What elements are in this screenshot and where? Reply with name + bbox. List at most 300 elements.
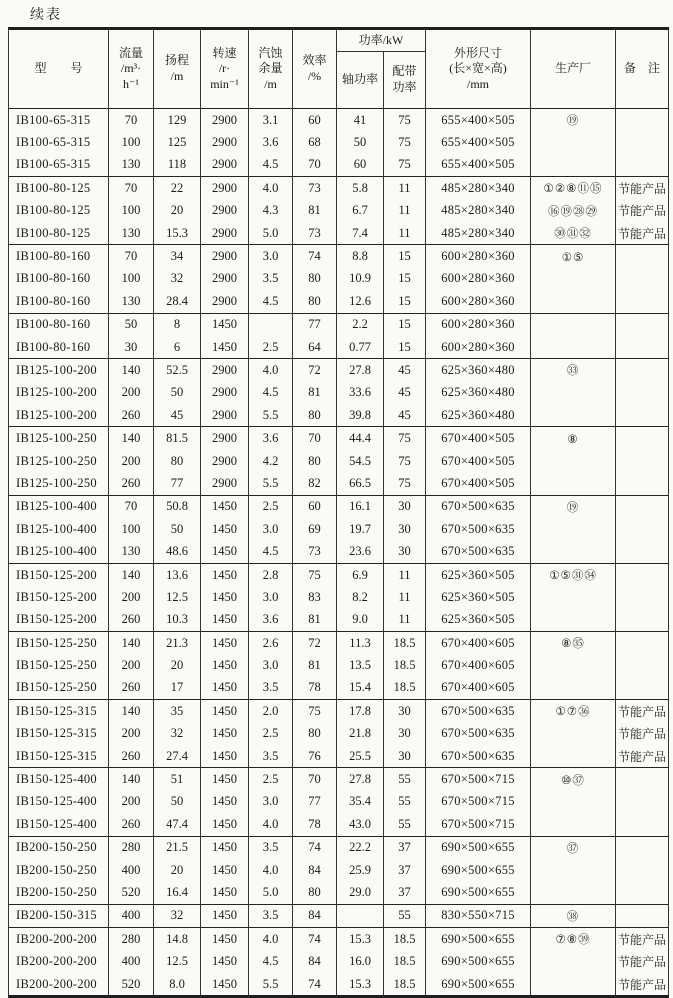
cell-eff: 74 [293, 836, 337, 859]
cell-model: IB200-150-315 [9, 904, 109, 927]
cell-eff: 70 [293, 768, 337, 791]
cell-mfr: ㉚㉛㉜ [531, 222, 616, 245]
cell-head: 47.4 [154, 813, 201, 836]
cell-npsh: 5.5 [249, 973, 293, 997]
col-header-flow-line: 流量 [118, 45, 143, 60]
cell-dims: 690×500×655 [426, 859, 531, 881]
cell-dims: 485×280×340 [426, 222, 531, 245]
cell-flow: 200 [109, 791, 154, 813]
cell-flow: 260 [109, 609, 154, 632]
cell-head: 32 [154, 723, 201, 745]
cell-head: 14.8 [154, 928, 201, 951]
cell-note [616, 654, 669, 676]
cell-npsh [249, 313, 293, 336]
cell-npsh: 3.6 [249, 609, 293, 632]
cell-dims: 690×500×655 [426, 950, 531, 972]
model-group [9, 631, 669, 699]
table-row [9, 131, 669, 153]
cell-model: IB100-80-160 [9, 313, 109, 336]
cell-flow: 260 [109, 813, 154, 836]
cell-speed: 1450 [201, 928, 249, 951]
cell-dims: 670×400×605 [426, 677, 531, 700]
cell-eff: 77 [293, 313, 337, 336]
cell-eff: 64 [293, 336, 337, 359]
cell-eff: 83 [293, 586, 337, 608]
cell-mfr: ⑧㉟ [531, 631, 616, 654]
model-group [9, 427, 669, 495]
cell-model: IB150-125-200 [9, 563, 109, 586]
cell-eff: 80 [293, 881, 337, 904]
col-header-flow [109, 29, 154, 109]
cell-flow: 100 [109, 131, 154, 153]
cell-eff: 80 [293, 404, 337, 427]
cell-motor: 55 [384, 904, 426, 927]
cell-shaft: 13.5 [337, 654, 384, 676]
cell-dims: 600×280×360 [426, 268, 531, 290]
col-header-speed [201, 29, 249, 109]
cell-motor: 30 [384, 700, 426, 723]
cell-speed: 2900 [201, 382, 249, 404]
cell-shaft: 17.8 [337, 700, 384, 723]
col-header-head-line: 扬程 [164, 53, 189, 68]
col-header-npsh-unit: /m [264, 76, 277, 91]
cell-mfr [531, 154, 616, 177]
cell-npsh: 5.5 [249, 404, 293, 427]
cell-eff: 69 [293, 518, 337, 540]
cell-model: IB100-80-125 [9, 222, 109, 245]
col-header-efficiency [293, 29, 337, 109]
cell-speed: 1450 [201, 518, 249, 540]
cell-eff: 80 [293, 450, 337, 472]
cell-shaft: 35.4 [337, 791, 384, 813]
cell-head: 50.8 [154, 495, 201, 518]
cell-motor: 75 [384, 131, 426, 153]
cell-speed: 1450 [201, 836, 249, 859]
cell-speed: 1450 [201, 677, 249, 700]
cell-note [616, 109, 669, 132]
cell-speed: 1450 [201, 881, 249, 904]
cell-eff: 74 [293, 928, 337, 951]
cell-model: IB150-125-250 [9, 677, 109, 700]
cell-mfr [531, 723, 616, 745]
table-row [9, 177, 669, 200]
cell-shaft: 5.8 [337, 177, 384, 200]
cell-eff: 82 [293, 472, 337, 495]
cell-motor: 15 [384, 313, 426, 336]
cell-eff: 72 [293, 359, 337, 382]
cell-speed: 1450 [201, 813, 249, 836]
col-header-shaft-power: 轴功率 [337, 52, 384, 109]
cell-head: 77 [154, 472, 201, 495]
cell-mfr [531, 950, 616, 972]
cell-speed: 2900 [201, 404, 249, 427]
cell-flow: 520 [109, 973, 154, 997]
col-header-motor-power-line: 配带 [392, 64, 417, 79]
table-row [9, 495, 669, 518]
cell-dims: 670×500×635 [426, 495, 531, 518]
cell-dims: 625×360×480 [426, 404, 531, 427]
cell-flow: 140 [109, 768, 154, 791]
table-row [9, 586, 669, 608]
cell-shaft: 16.1 [337, 495, 384, 518]
cell-dims: 625×360×505 [426, 609, 531, 632]
cell-motor: 30 [384, 518, 426, 540]
cell-speed: 2900 [201, 222, 249, 245]
cell-model: IB200-200-200 [9, 928, 109, 951]
cell-mfr [531, 313, 616, 336]
cell-eff: 80 [293, 268, 337, 290]
cell-motor: 75 [384, 427, 426, 450]
cell-motor: 30 [384, 723, 426, 745]
cell-model: IB100-80-160 [9, 290, 109, 313]
cell-mfr [531, 131, 616, 153]
model-group [9, 563, 669, 631]
table-row [9, 222, 669, 245]
cell-mfr: ①⑦㊱ [531, 700, 616, 723]
col-header-speed-line: 转速 [212, 45, 237, 60]
cell-npsh: 3.0 [249, 518, 293, 540]
cell-flow: 400 [109, 859, 154, 881]
cell-mfr: ①⑤㉛㉞ [531, 563, 616, 586]
cell-eff: 81 [293, 382, 337, 404]
cell-npsh: 4.3 [249, 200, 293, 222]
cell-speed: 1450 [201, 745, 249, 768]
cell-head: 32 [154, 268, 201, 290]
cell-model: IB100-80-160 [9, 268, 109, 290]
cell-shaft: 6.9 [337, 563, 384, 586]
cell-shaft: 22.2 [337, 836, 384, 859]
model-group [9, 495, 669, 563]
col-header-dimensions [426, 29, 531, 109]
cell-shaft: 15.4 [337, 677, 384, 700]
cell-dims: 625×360×505 [426, 586, 531, 608]
cell-dims: 600×280×360 [426, 290, 531, 313]
col-header-dimensions-line2: (长×宽×高) [449, 61, 507, 76]
cell-note [616, 131, 669, 153]
cell-head: 21.3 [154, 631, 201, 654]
cell-npsh: 4.5 [249, 290, 293, 313]
cell-npsh: 2.0 [249, 700, 293, 723]
cell-model: IB150-125-400 [9, 791, 109, 813]
cell-shaft: 25.5 [337, 745, 384, 768]
table-header [9, 29, 669, 109]
cell-eff: 75 [293, 563, 337, 586]
table-row [9, 359, 669, 382]
cell-dims: 670×500×635 [426, 518, 531, 540]
cell-note: 节能产品 [616, 745, 669, 768]
cell-flow: 70 [109, 245, 154, 268]
cell-shaft: 10.9 [337, 268, 384, 290]
model-group [9, 313, 669, 359]
cell-flow: 260 [109, 745, 154, 768]
cell-note [616, 881, 669, 904]
cell-shaft: 19.7 [337, 518, 384, 540]
table-row [9, 791, 669, 813]
cell-head: 35 [154, 700, 201, 723]
cell-eff: 70 [293, 154, 337, 177]
col-header-efficiency-line: 效率 [302, 53, 327, 68]
cell-motor: 18.5 [384, 654, 426, 676]
cell-eff: 77 [293, 791, 337, 813]
cell-npsh: 4.5 [249, 154, 293, 177]
cell-flow: 100 [109, 268, 154, 290]
cell-head: 50 [154, 791, 201, 813]
cell-mfr [531, 472, 616, 495]
cell-speed: 1450 [201, 723, 249, 745]
cell-shaft: 0.77 [337, 336, 384, 359]
col-header-npsh [249, 29, 293, 109]
cell-dims: 830×550×715 [426, 904, 531, 927]
col-header-flow-unit: /m³· [120, 61, 142, 76]
table-row [9, 382, 669, 404]
cell-motor: 30 [384, 495, 426, 518]
cell-head: 50 [154, 382, 201, 404]
cell-flow: 520 [109, 881, 154, 904]
cell-head: 51 [154, 768, 201, 791]
table-row [9, 677, 669, 700]
cell-note [616, 268, 669, 290]
cell-motor: 11 [384, 177, 426, 200]
cell-eff: 81 [293, 654, 337, 676]
cell-model: IB125-100-400 [9, 495, 109, 518]
cell-model: IB150-125-400 [9, 813, 109, 836]
table-row [9, 836, 669, 859]
cell-eff: 73 [293, 540, 337, 563]
cell-npsh: 3.0 [249, 245, 293, 268]
cell-dims: 670×400×605 [426, 631, 531, 654]
table-row [9, 859, 669, 881]
cell-note [616, 427, 669, 450]
cell-note [616, 836, 669, 859]
cell-shaft: 25.9 [337, 859, 384, 881]
col-header-dimensions-line: 外形尺寸 [454, 45, 503, 60]
cell-note [616, 904, 669, 927]
cell-shaft: 33.6 [337, 382, 384, 404]
cell-eff: 68 [293, 131, 337, 153]
cell-dims: 690×500×655 [426, 928, 531, 951]
cell-model: IB125-100-250 [9, 450, 109, 472]
cell-motor: 45 [384, 404, 426, 427]
cell-head: 27.4 [154, 745, 201, 768]
cell-mfr [531, 290, 616, 313]
cell-model: IB100-65-315 [9, 131, 109, 153]
cell-model: IB150-125-250 [9, 631, 109, 654]
cell-head: 20 [154, 654, 201, 676]
cell-dims: 655×400×505 [426, 131, 531, 153]
cell-mfr [531, 677, 616, 700]
cell-eff: 60 [293, 495, 337, 518]
table-row [9, 404, 669, 427]
table-row [9, 268, 669, 290]
cell-speed: 1450 [201, 768, 249, 791]
cell-head: 12.5 [154, 586, 201, 608]
cell-model: IB150-125-315 [9, 723, 109, 745]
col-header-npsh-line: 汽蚀 [258, 45, 283, 60]
cell-note [616, 245, 669, 268]
cell-mfr: ⑩㊲ [531, 768, 616, 791]
model-group [9, 109, 669, 177]
cell-note: 节能产品 [616, 222, 669, 245]
cell-dims: 670×500×635 [426, 700, 531, 723]
cell-motor: 55 [384, 791, 426, 813]
cell-note: 节能产品 [616, 200, 669, 222]
cell-dims: 670×500×635 [426, 745, 531, 768]
col-header-dimensions-unit: /mm [467, 76, 490, 91]
cell-flow: 280 [109, 928, 154, 951]
cell-head: 8 [154, 313, 201, 336]
cell-shaft: 23.6 [337, 540, 384, 563]
cell-dims: 670×500×715 [426, 813, 531, 836]
cell-npsh: 5.5 [249, 472, 293, 495]
cell-npsh: 4.2 [249, 450, 293, 472]
cell-model: IB200-150-250 [9, 881, 109, 904]
cell-npsh: 4.5 [249, 540, 293, 563]
cell-eff: 73 [293, 222, 337, 245]
cell-shaft: 54.5 [337, 450, 384, 472]
cell-head: 20 [154, 859, 201, 881]
cell-motor: 75 [384, 154, 426, 177]
cell-mfr [531, 268, 616, 290]
cell-model: IB125-100-200 [9, 404, 109, 427]
cell-eff: 80 [293, 723, 337, 745]
cell-flow: 70 [109, 109, 154, 132]
cell-shaft: 16.0 [337, 950, 384, 972]
cell-dims: 655×400×505 [426, 154, 531, 177]
col-header-power-group: 功率/kW [337, 29, 426, 52]
cell-speed: 2900 [201, 472, 249, 495]
cell-npsh: 3.1 [249, 109, 293, 132]
col-header-model: 型 号 [9, 29, 109, 109]
cell-motor: 45 [384, 359, 426, 382]
cell-speed: 1450 [201, 586, 249, 608]
cell-head: 22 [154, 177, 201, 200]
cell-mfr [531, 450, 616, 472]
col-header-speed-unit2: min⁻¹ [210, 76, 239, 91]
cell-speed: 1450 [201, 973, 249, 997]
cell-flow: 70 [109, 177, 154, 200]
cell-head: 16.4 [154, 881, 201, 904]
cell-shaft: 2.2 [337, 313, 384, 336]
cell-note [616, 768, 669, 791]
cell-speed: 2900 [201, 177, 249, 200]
cell-shaft: 27.8 [337, 359, 384, 382]
table-row [9, 472, 669, 495]
cell-speed: 1450 [201, 540, 249, 563]
cell-shaft: 44.4 [337, 427, 384, 450]
cell-npsh: 3.6 [249, 427, 293, 450]
cell-motor: 11 [384, 586, 426, 608]
cell-mfr [531, 973, 616, 997]
cell-flow: 140 [109, 563, 154, 586]
cell-note [616, 677, 669, 700]
cell-head: 17 [154, 677, 201, 700]
cell-mfr: ⑲ [531, 495, 616, 518]
cell-motor: 37 [384, 836, 426, 859]
table-row [9, 450, 669, 472]
cell-npsh: 2.8 [249, 563, 293, 586]
cell-head: 21.5 [154, 836, 201, 859]
cell-motor: 30 [384, 745, 426, 768]
cell-shaft: 12.6 [337, 290, 384, 313]
cell-model: IB150-125-315 [9, 745, 109, 768]
cell-motor: 75 [384, 472, 426, 495]
cell-motor: 18.5 [384, 973, 426, 997]
cell-note [616, 586, 669, 608]
cell-model: IB100-80-160 [9, 336, 109, 359]
cell-mfr: ㉝ [531, 359, 616, 382]
cell-motor: 55 [384, 768, 426, 791]
cell-flow: 400 [109, 904, 154, 927]
cell-npsh: 5.0 [249, 881, 293, 904]
cell-dims: 600×280×360 [426, 245, 531, 268]
cell-flow: 100 [109, 518, 154, 540]
cell-head: 8.0 [154, 973, 201, 997]
cell-speed: 1450 [201, 950, 249, 972]
cell-model: IB200-200-200 [9, 973, 109, 997]
cell-note: 节能产品 [616, 928, 669, 951]
cell-shaft: 11.3 [337, 631, 384, 654]
cell-mfr [531, 518, 616, 540]
cell-model: IB100-80-160 [9, 245, 109, 268]
cell-shaft: 29.0 [337, 881, 384, 904]
cell-head: 13.6 [154, 563, 201, 586]
cell-npsh: 2.5 [249, 768, 293, 791]
cell-mfr: ⑯⑲㉘㉙ [531, 200, 616, 222]
model-group [9, 359, 669, 427]
cell-head: 118 [154, 154, 201, 177]
cell-mfr [531, 813, 616, 836]
cell-eff: 73 [293, 177, 337, 200]
cell-speed: 1450 [201, 791, 249, 813]
cell-shaft: 8.8 [337, 245, 384, 268]
cell-head: 45 [154, 404, 201, 427]
table-row [9, 654, 669, 676]
cell-shaft: 15.3 [337, 928, 384, 951]
cell-shaft: 50 [337, 131, 384, 153]
cell-motor: 18.5 [384, 677, 426, 700]
cell-flow: 200 [109, 586, 154, 608]
cell-npsh: 2.6 [249, 631, 293, 654]
cell-flow: 130 [109, 540, 154, 563]
cell-motor: 11 [384, 200, 426, 222]
cell-motor: 15 [384, 336, 426, 359]
cell-head: 34 [154, 245, 201, 268]
cell-npsh: 3.5 [249, 745, 293, 768]
cell-flow: 140 [109, 359, 154, 382]
cell-eff: 80 [293, 290, 337, 313]
cell-speed: 2900 [201, 245, 249, 268]
cell-mfr: ①⑤ [531, 245, 616, 268]
cell-speed: 2900 [201, 290, 249, 313]
cell-model: IB125-100-400 [9, 518, 109, 540]
cell-speed: 1450 [201, 336, 249, 359]
cell-flow: 130 [109, 222, 154, 245]
cell-note [616, 154, 669, 177]
table-row [9, 563, 669, 586]
cell-shaft: 7.4 [337, 222, 384, 245]
cell-mfr: ⑲ [531, 109, 616, 132]
cell-note [616, 313, 669, 336]
cell-model: IB200-150-250 [9, 836, 109, 859]
cell-motor: 55 [384, 813, 426, 836]
cell-flow: 260 [109, 677, 154, 700]
cell-eff: 81 [293, 609, 337, 632]
table-row [9, 928, 669, 951]
cell-flow: 280 [109, 836, 154, 859]
table-row [9, 245, 669, 268]
cell-dims: 625×360×505 [426, 563, 531, 586]
cell-eff: 60 [293, 109, 337, 132]
